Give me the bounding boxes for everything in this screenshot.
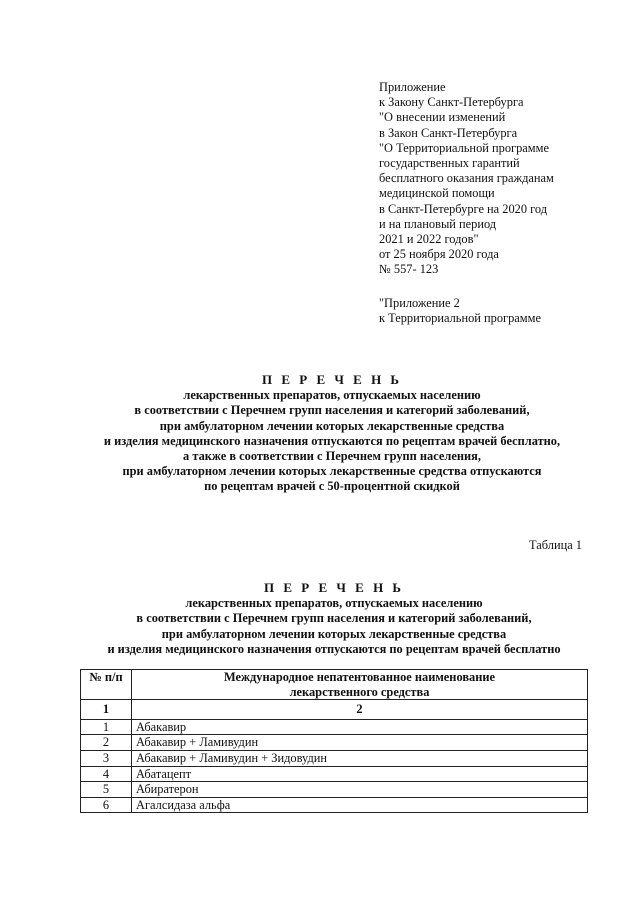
column-number-row <box>81 700 588 720</box>
drug-name: Абакавир + Ламивудин <box>132 735 588 751</box>
table-row <box>81 719 588 735</box>
row-number: 1 <box>81 719 132 735</box>
title-line: при амбулаторном лечении которых лекарственные средства <box>159 418 505 433</box>
drug-name: Абиратерон <box>132 782 588 798</box>
drug-name: Абатацепт <box>132 766 588 782</box>
appendix-date: от 25 ноября 2020 года <box>379 247 499 262</box>
table-row <box>81 750 588 766</box>
appendix-line: 2021 и 2022 годов" <box>379 232 479 247</box>
appendix-2-reference <box>379 296 619 326</box>
title-line: лекарственных препаратов, отпускаемых населению <box>183 388 481 403</box>
header-name <box>132 670 588 700</box>
row-number: 2 <box>81 735 132 751</box>
header-name-line: Международное непатентованное наименование <box>224 670 495 684</box>
column-number: 1 <box>81 700 132 720</box>
row-number: 5 <box>81 782 132 798</box>
table-row <box>81 797 588 813</box>
appendix-header <box>379 80 619 326</box>
header-num: № п/п <box>81 670 132 700</box>
table-header-row <box>81 670 588 700</box>
main-list-title <box>12 372 640 495</box>
appendix-line: медицинской помощи <box>379 186 495 201</box>
appendix-line: "О внесении изменений <box>379 110 506 125</box>
row-number: 6 <box>81 797 132 813</box>
appendix-line: в Закон Санкт-Петербурга <box>379 125 518 140</box>
appendix-line: Приложение <box>379 80 446 94</box>
appendix-line: "О Территориальной программе <box>379 140 549 155</box>
table-row <box>81 782 588 798</box>
title-line: в соответствии с Перечнем групп населения и категорий заболеваний, <box>134 403 530 418</box>
table-title <box>14 580 640 657</box>
title-line: в соответствии с Перечнем групп населения и категорий заболеваний, <box>136 611 532 626</box>
appendix-2-line: к Территориальной программе <box>379 310 541 325</box>
appendix-number: № 557- 123 <box>379 262 439 277</box>
table-heading: П Е Р Е Ч Е Н Ь <box>263 580 405 595</box>
drug-name: Абакавир <box>132 719 588 735</box>
appendix-2-line: "Приложение 2 <box>379 295 460 310</box>
drug-table <box>80 669 588 813</box>
title-line: лекарственных препаратов, отпускаемых населению <box>185 596 483 611</box>
appendix-line: государственных гарантий <box>379 156 520 171</box>
header-name-line: лекарственного средства <box>289 684 430 699</box>
appendix-line: бесплатного оказания гражданам <box>379 171 554 186</box>
row-number: 4 <box>81 766 132 782</box>
appendix-line: и на плановый период <box>379 216 497 231</box>
table-row <box>81 766 588 782</box>
table-label: Таблица 1 <box>529 538 582 552</box>
main-list-heading: П Е Р Е Ч Е Н Ь <box>261 372 403 387</box>
appendix-line: к Закону Санкт-Петербурга <box>379 95 524 110</box>
title-line: при амбулаторном лечении которых лекарственные средства <box>161 626 507 641</box>
column-number: 2 <box>132 700 588 720</box>
appendix-line: в Санкт-Петербурге на 2020 год <box>379 201 548 216</box>
row-number: 3 <box>81 750 132 766</box>
title-line: и изделия медицинского назначения отпускаются по рецептам врачей бесплатно <box>107 641 561 656</box>
table-row <box>81 735 588 751</box>
title-line: и изделия медицинского назначения отпускаются по рецептам врачей бесплатно, <box>103 433 561 448</box>
title-line: при амбулаторном лечении которых лекарственные средства отпускаются <box>122 464 542 479</box>
drug-name: Абакавир + Ламивудин + Зидовудин <box>132 750 588 766</box>
drug-name: Агалсидаза альфа <box>132 797 588 813</box>
title-line: по рецептам врачей с 50-процентной скидкой <box>204 479 460 494</box>
title-line: а также в соответствии с Перечнем групп населения, <box>183 449 481 464</box>
